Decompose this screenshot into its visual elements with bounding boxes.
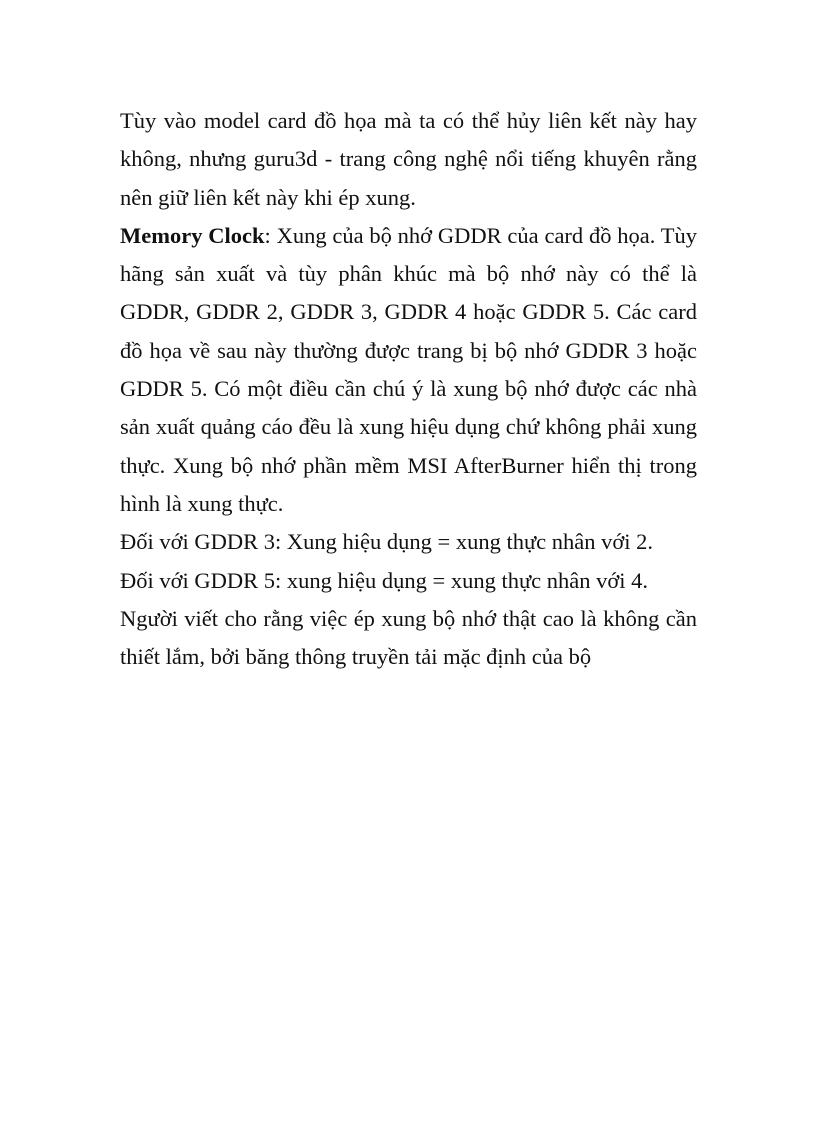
paragraph-memory-clock	[120, 217, 697, 523]
paragraph-gddr5-rule: Đối với GDDR 5: xung hiệu dụng = xung thực nhân với 4.	[120, 567, 649, 593]
paragraph-gddr3-rule: Đối với GDDR 3: Xung hiệu dụng = xung thực nhân với 2.	[120, 529, 654, 555]
paragraph-author-opinion: Người viết cho rằng việc ép xung bộ nhớ thật cao là không cần thiết lắm, bởi băng thông truyền tải mặc định của bộ	[120, 605, 697, 670]
memory-clock-description: : Xung của bộ nhớ GDDR của card đồ họa. Tùy hãng sản xuất và tùy phân khúc mà bộ nhớ này có thể là GDDR, GDDR 2, GDDR 3, GDDR 4 hoặc GDDR 5. Các card đồ họa về sau này thường được trang bị bộ nhớ GDDR 3 hoặc GDDR 5. Có một điều cần chú ý là xung bộ nhớ được các nhà sản xuất quảng cáo đều là xung hiệu dụng chứ không phải xung thực. Xung bộ nhớ phần mềm MSI AfterBurner hiển thị trong hình là xung thực.	[120, 222, 698, 516]
paragraph-link-option: Tùy vào model card đồ họa mà ta có thể hủy liên kết này hay không, nhưng guru3d - trang công nghệ nổi tiếng khuyên rằng nên giữ liên kết này khi ép xung.	[120, 108, 697, 210]
document-page	[120, 102, 697, 676]
memory-clock-term: Memory Clock	[120, 222, 265, 248]
